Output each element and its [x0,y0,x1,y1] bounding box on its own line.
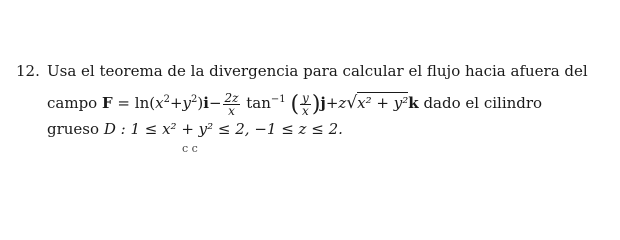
inner-denominator: x [302,103,309,118]
inner-numerator: y [302,90,309,105]
ln-function: ln( [134,94,156,112]
var-y: y [182,94,191,112]
field-symbol: F [101,94,113,112]
fraction-2z-over-x [223,92,241,117]
var-z: z [338,94,347,112]
cut-off-text: c c [182,142,198,155]
problem-line-2: campo $F = \ln(x^2+y^2)i-$ $\frac{2z}{x}$ $\tan^{-1}$ ( $\frac{y}{x}$ )j+z√x² + y²k dado el cilindro [47,90,543,118]
word-grueso: grueso [47,120,100,138]
fraction-numerator: 2z [224,90,239,105]
problem-number: 12. [16,62,40,80]
unit-vector-i: i [203,94,209,112]
line2-tail: dado el cilindro [423,94,543,112]
intro-word: campo [47,94,98,112]
region-definition: D : 1 ≤ x² + y² ≤ 2, −1 ≤ z ≤ 2. [103,120,343,138]
problem-line-1: Usa el teorema de la divergencia para calcular el flujo hacia afuera del [47,62,588,80]
fraction-y-over-x [300,92,311,117]
var-x: x [155,94,164,112]
unit-vector-k: k [408,94,419,112]
unit-vector-j: j [320,94,326,112]
inverse-exponent: −1 [270,94,286,105]
plus-sign-2: + [325,94,339,112]
square-root: √x² + y² [346,93,409,113]
equals-sign: = [117,94,130,112]
plus-sign: + [169,94,183,112]
close-paren: ) [197,94,204,112]
fraction-denominator: x [223,104,241,117]
problem-line-3 [47,120,343,138]
tan-function: tan [246,94,271,112]
radicand: x² + y² [357,94,409,112]
minus-sign: − [208,94,222,112]
